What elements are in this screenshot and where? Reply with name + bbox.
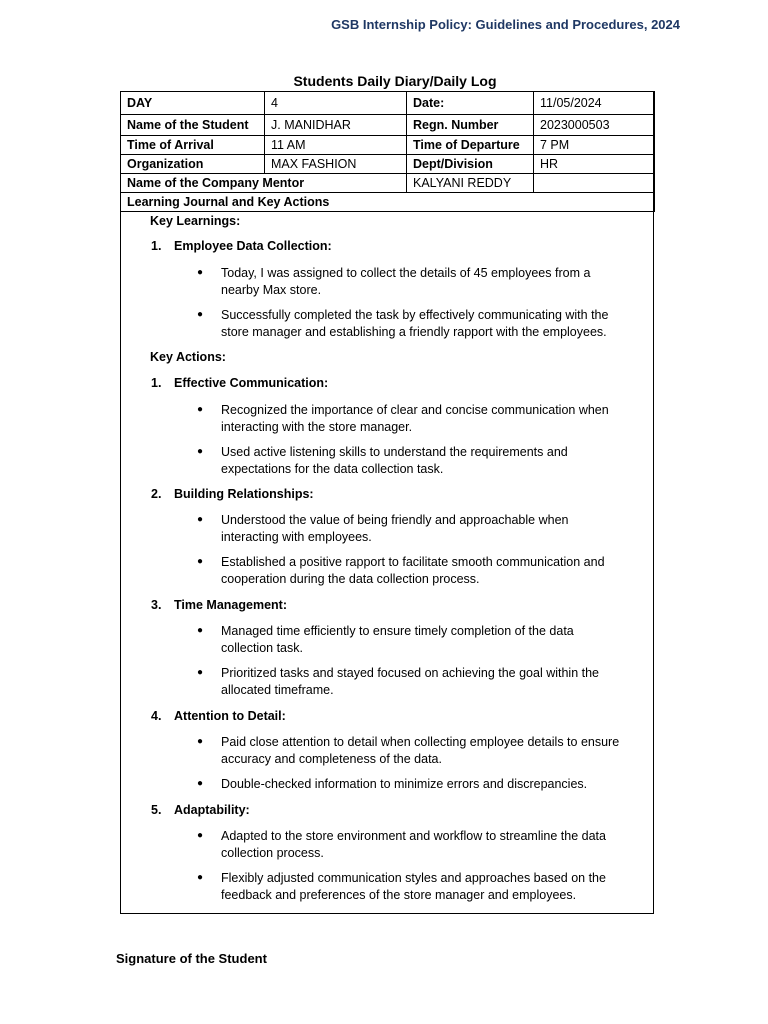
bullet-dot-icon: ●	[197, 830, 204, 841]
bullet-line: store manager and establishing a friendly rapport with the employees.	[221, 324, 607, 339]
bullet-dot-icon: ●	[197, 309, 204, 320]
item-title: Building Relationships:	[174, 487, 314, 501]
table-row	[121, 193, 655, 212]
item-number: 2.	[151, 487, 162, 501]
bullet-text	[221, 828, 651, 861]
item-title: Adaptability:	[174, 803, 250, 817]
item-number: 3.	[151, 598, 162, 612]
bullet-line: accuracy and completeness of the data.	[221, 751, 442, 766]
bullet-dot-icon: ●	[197, 556, 204, 567]
bullet-text	[221, 870, 651, 903]
bullet-line: feedback and preferences of the store manager and employees.	[221, 887, 577, 902]
student-name-label: Name of the Student	[121, 115, 265, 136]
table-row	[121, 136, 655, 155]
numbered-heading	[151, 802, 250, 819]
date-value: 11/05/2024	[534, 92, 655, 115]
daily-log-frame	[120, 91, 654, 914]
organization-value: MAX FASHION	[265, 155, 407, 174]
numbered-heading	[151, 597, 287, 614]
bullet-text	[221, 665, 651, 698]
bullet-line: collection task.	[221, 640, 303, 655]
numbered-heading	[151, 708, 286, 725]
departure-value: 7 PM	[534, 136, 655, 155]
dept-value: HR	[534, 155, 655, 174]
bullet-dot-icon: ●	[197, 872, 204, 883]
bullet-text	[221, 402, 651, 435]
bullet-line: Prioritized tasks and stayed focused on achieving the goal within the	[221, 666, 600, 680]
item-number: 1.	[151, 376, 162, 390]
bullet-line: Today, I was assigned to collect the details of 45 employees from a	[221, 266, 591, 280]
item-title: Employee Data Collection:	[174, 239, 332, 253]
bullet-line: expectations for the data collection task.	[221, 461, 444, 476]
bullet-dot-icon: ●	[197, 625, 204, 636]
bullet-text	[221, 776, 651, 793]
day-value: 4	[265, 92, 407, 115]
journal-label: Learning Journal and Key Actions	[121, 193, 655, 212]
bullet-dot-icon: ●	[197, 267, 204, 278]
key-learnings-heading: Key Learnings:	[150, 214, 241, 228]
regn-number-label: Regn. Number	[407, 115, 534, 136]
item-number: 5.	[151, 803, 162, 817]
bullet-dot-icon: ●	[197, 404, 204, 415]
bullet-line: cooperation during the data collection process.	[221, 571, 480, 586]
item-title: Effective Communication:	[174, 376, 329, 390]
header-title: GSB Internship Policy: Guidelines and Procedures, 2024	[331, 17, 680, 32]
bullet-text	[221, 512, 651, 545]
bullet-text	[221, 444, 651, 477]
item-number: 4.	[151, 709, 162, 723]
bullet-dot-icon: ●	[197, 446, 204, 457]
bullet-line: Understood the value of being friendly and approachable when	[221, 513, 569, 527]
numbered-heading	[151, 486, 314, 503]
item-title: Time Management:	[174, 598, 287, 612]
item-title: Attention to Detail:	[174, 709, 286, 723]
regn-number-value: 2023000503	[534, 115, 655, 136]
table-row	[121, 92, 655, 115]
table-row	[121, 155, 655, 174]
dept-label: Dept/Division	[407, 155, 534, 174]
arrival-label: Time of Arrival	[121, 136, 265, 155]
bullet-line: Double-checked information to minimize errors and discrepancies.	[221, 777, 588, 791]
bullet-line: Managed time efficiently to ensure timely completion of the data	[221, 624, 574, 638]
mentor-value: KALYANI REDDY	[407, 174, 534, 193]
organization-label: Organization	[121, 155, 265, 174]
bullet-text	[221, 265, 651, 298]
date-label: Date:	[407, 92, 534, 115]
student-name-value: J. MANIDHAR	[265, 115, 407, 136]
bullet-line: interacting with the store manager.	[221, 419, 413, 434]
bullet-line: interacting with employees.	[221, 529, 372, 544]
numbered-heading	[151, 238, 332, 255]
bullet-dot-icon: ●	[197, 778, 204, 789]
table-row	[121, 174, 655, 193]
arrival-value: 11 AM	[265, 136, 407, 155]
bullet-line: Successfully completed the task by effectively communicating with the	[221, 308, 609, 322]
bullet-dot-icon: ●	[197, 514, 204, 525]
day-label: DAY	[121, 92, 265, 115]
document-title: Students Daily Diary/Daily Log	[293, 73, 497, 89]
bullet-line: allocated timeframe.	[221, 682, 334, 697]
signature-label: Signature of the Student	[116, 951, 267, 966]
bullet-line: nearby Max store.	[221, 282, 322, 297]
bullet-line: Flexibly adjusted communication styles and approaches based on the	[221, 871, 606, 885]
table-row	[121, 115, 655, 136]
bullet-text	[221, 307, 651, 340]
bullet-line: Recognized the importance of clear and concise communication when	[221, 403, 609, 417]
departure-label: Time of Departure	[407, 136, 534, 155]
key-actions-heading: Key Actions:	[150, 350, 226, 364]
bullet-line: Established a positive rapport to facilitate smooth communication and	[221, 555, 605, 569]
bullet-line: Paid close attention to detail when collecting employee details to ensure	[221, 735, 620, 749]
bullet-dot-icon: ●	[197, 736, 204, 747]
mentor-empty-cell	[534, 174, 655, 193]
info-table	[120, 91, 655, 212]
bullet-line: Used active listening skills to understand the requirements and	[221, 445, 568, 459]
bullet-text	[221, 623, 651, 656]
bullet-text	[221, 734, 651, 767]
bullet-text	[221, 554, 651, 587]
numbered-heading	[151, 375, 328, 392]
bullet-line: collection process.	[221, 845, 324, 860]
bullet-line: Adapted to the store environment and workflow to streamline the data	[221, 829, 606, 843]
item-number: 1.	[151, 239, 162, 253]
mentor-label: Name of the Company Mentor	[121, 174, 407, 193]
bullet-dot-icon: ●	[197, 667, 204, 678]
